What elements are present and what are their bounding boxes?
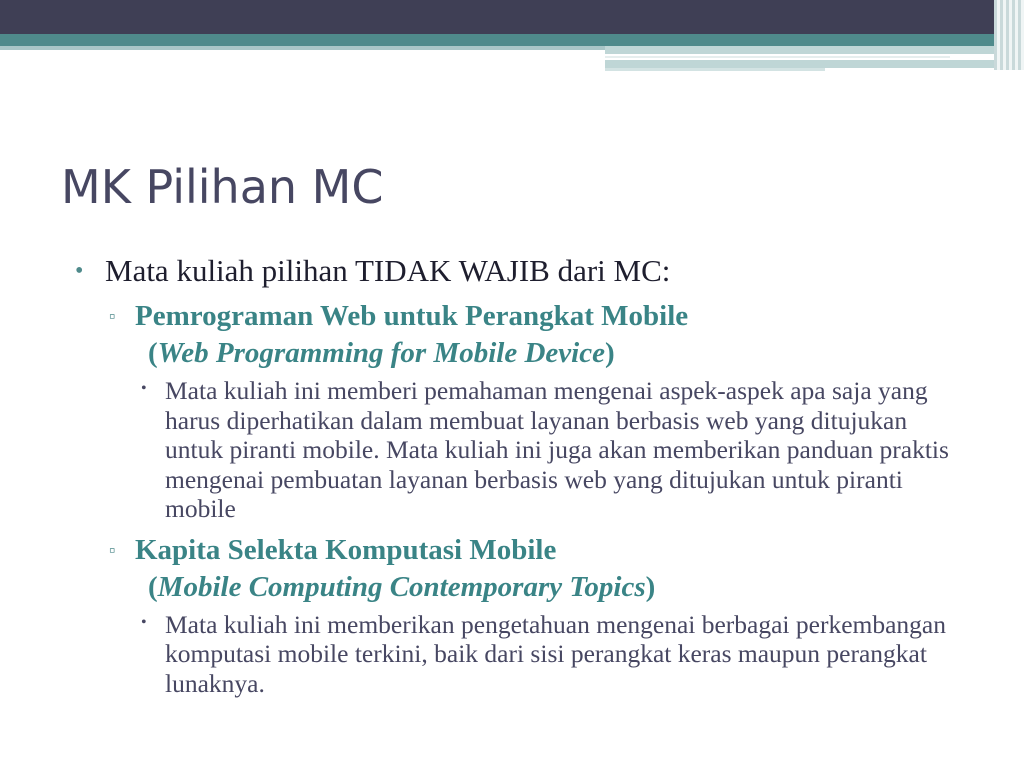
bullet-level-1 [75, 252, 975, 290]
bullet-text: Mata kuliah pilihan TIDAK WAJIB dari MC: [105, 253, 671, 288]
dot-bullet-icon: • [141, 613, 147, 631]
round-bullet-icon: • [75, 258, 84, 284]
course-heading-2 [109, 532, 975, 606]
header-band-light-short [605, 68, 825, 71]
slide-title: MK Pilihan MC [61, 160, 384, 214]
dot-bullet-icon: • [141, 380, 147, 397]
header-band-teal [0, 34, 1024, 46]
course-description-1 [141, 376, 975, 524]
square-bullet-icon: ▫ [109, 539, 116, 560]
square-bullet-icon: ▫ [109, 306, 116, 326]
header-band-light [0, 46, 605, 50]
course-english-name: (Web Programming for Mobile Device) [148, 337, 615, 369]
course-name: Pemrograman Web untuk Perangkat Mobile [135, 300, 689, 332]
course-description-2 [141, 609, 975, 699]
header-band-light-right [605, 46, 1024, 54]
header-band-light-right-lower [605, 60, 1024, 68]
description-text: Mata kuliah ini memberikan pengetahuan mengenai berbagai perkembangan komputasi mobile terkini, baik dari sisi perangkat keras maupun perangkat lunaknya. [165, 609, 946, 698]
description-text: Mata kuliah ini memberi pemahaman mengenai aspek-aspek apa saja yang harus diperhatikan dalam membuat layanan berbasis web yang ditujukan untuk piranti mobile. Mata kuliah ini juga akan memberikan panduan praktis mengenai pembuatan layanan berbasis web yang ditujukan untuk piranti mobile [165, 376, 949, 523]
header-band-dark [0, 0, 1024, 34]
header-band-thin-line [605, 56, 950, 58]
course-heading-1 [109, 298, 975, 372]
header-stripes [994, 0, 1024, 70]
course-name: Kapita Selekta Komputasi Mobile [135, 533, 557, 566]
course-english-name: (Mobile Computing Contemporary Topics) [148, 570, 656, 603]
slide-content [75, 252, 975, 698]
